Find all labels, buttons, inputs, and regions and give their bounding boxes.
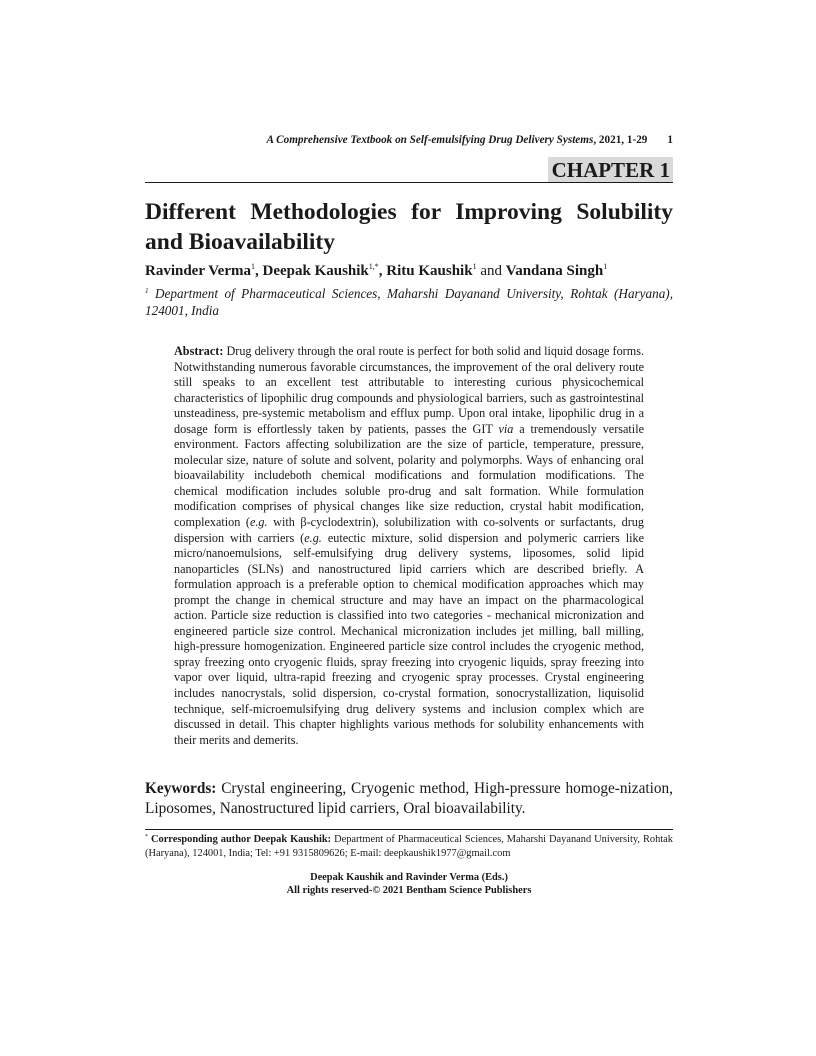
author-affiliation-mark: 1 <box>603 262 608 271</box>
author-name: Vandana Singh <box>505 263 604 279</box>
abstract-text: eutectic mixture, solid dispersion and polymeric carriers like micro/nanoemulsions, self-emulsifying drug delivery systems, liposomes, solid lipid nanoparticles (SLNs) and nanostructured lipid carriers which are described briefly. A formulation approach is a preferable option to chemical modification approaches which may prompt the change in chemical structure and may have an impact on the pharmacological action. Particle size reduction is classified into two categories - mechanical micronization and engineered particle size control. Mechanical micronization includes jet milling, ball milling, high-pressure homogenization. Engineered particle size control includes the cryogenic method, spray freezing onto cryogenic fluids, spray freezing into cryogenic liquids, spray freezing into vapor over liquid, ultra-rapid freezing and cryogenic spray processes. Crystal engineering includes nanocrystals, solid dispersion, co-crystal formation, sonocrystallization, liquisolid technique, self-microemulsifying drug delivery systems and inclusion complex which are discussed in detail. This chapter highlights various methods for solubility enhancements with their merits and demerits. <box>174 530 644 747</box>
abstract <box>174 344 644 748</box>
chapter-label: CHAPTER 1 <box>548 157 673 183</box>
affiliation-text: Department of Pharmaceutical Sciences, Maharshi Dayanand University, Rohtak (Haryana), 124001, India <box>145 286 673 318</box>
footnote <box>145 833 673 860</box>
editors-block <box>145 871 673 897</box>
abstract-label: Abstract: <box>174 344 224 358</box>
abstract-italic-via: via <box>498 421 514 436</box>
chapter-rule <box>145 182 673 183</box>
editors-line: Deepak Kaushik and Ravinder Verma (Eds.) <box>310 872 508 883</box>
abstract-text: with β-cyclodextrin), solubilization with co-solvents or surfactants, drug dispersion with carriers ( <box>174 515 644 545</box>
author-separator: , <box>378 263 387 279</box>
author-name: Deepak Kaushik <box>262 263 369 279</box>
author-list <box>145 261 673 281</box>
keywords-label: Keywords: <box>145 780 217 797</box>
footnote-label: Corresponding author Deepak Kaushik: <box>151 834 332 845</box>
abstract-italic-eg: e.g. <box>249 515 268 530</box>
footnote-marker: * <box>145 834 148 840</box>
author-separator: and <box>476 263 506 279</box>
abstract-text: Drug delivery through the oral route is perfect for both solid and liquid dosage forms. Notwithstanding numerous favorable circumstances, the improvement of the oral delivery route still speaks to an excellent test attributable to interesting curious physicochemical characteristics of lipophilic drug compounds and physiological barriers, such as gastrointestinal unsteadiness, pre-systemic metabolism and efflux pump. Upon oral intake, lipophilic drug in a dosage form is effortlessly taken by patients, passes the GIT <box>174 344 644 436</box>
affiliation-marker: 1 <box>145 287 149 295</box>
author-affiliation-mark: 1 <box>472 262 477 271</box>
year-pages: , 2021, 1-29 <box>593 134 648 146</box>
author-affiliation-mark: 1,* <box>368 262 379 271</box>
copyright-line: All rights reserved-© 2021 Bentham Science Publishers <box>286 885 532 896</box>
keywords <box>145 779 673 819</box>
abstract-italic-eg: e.g. <box>304 530 322 545</box>
author-name: Ritu Kaushik <box>386 263 473 279</box>
author-separator: , <box>254 263 263 279</box>
affiliation <box>145 285 673 319</box>
author-affiliation-mark: 1 <box>250 262 255 271</box>
author-name: Ravinder Verma <box>145 263 251 279</box>
chapter-title: Different Methodologies for Improving Solubility and Bioavailability <box>145 199 673 255</box>
page-number: 1 <box>667 134 673 146</box>
abstract-text: a tremendously versatile environment. Factors affecting solubilization are the size of particle, temperature, pressure, molecular size, nature of solute and solvent, polarity and polymorphs. Ways of enhancing oral bioavailability includeboth chemical modifications and formulation modifications. The chemical modification includes soluble pro-drug and salt formation. While formulation modification comprises of physical changes like size reduction, crystal habit modification, complexation ( <box>174 421 644 530</box>
book-title: A Comprehensive Textbook on Self-emulsifying Drug Delivery Systems <box>266 134 594 146</box>
footnote-rule <box>145 829 673 830</box>
running-head <box>145 133 673 147</box>
footnote-text: Department of Pharmaceutical Sciences, Maharshi Dayanand University, Rohtak (Haryana), 124001, India; Tel: +91 9315809626; E-mail: deepkaushik1977@gmail.com <box>145 834 673 859</box>
keywords-text: Crystal engineering, Cryogenic method, High-pressure homoge-nization, Liposomes, Nanostructured lipid carriers, Oral bioavailability. <box>145 780 673 817</box>
